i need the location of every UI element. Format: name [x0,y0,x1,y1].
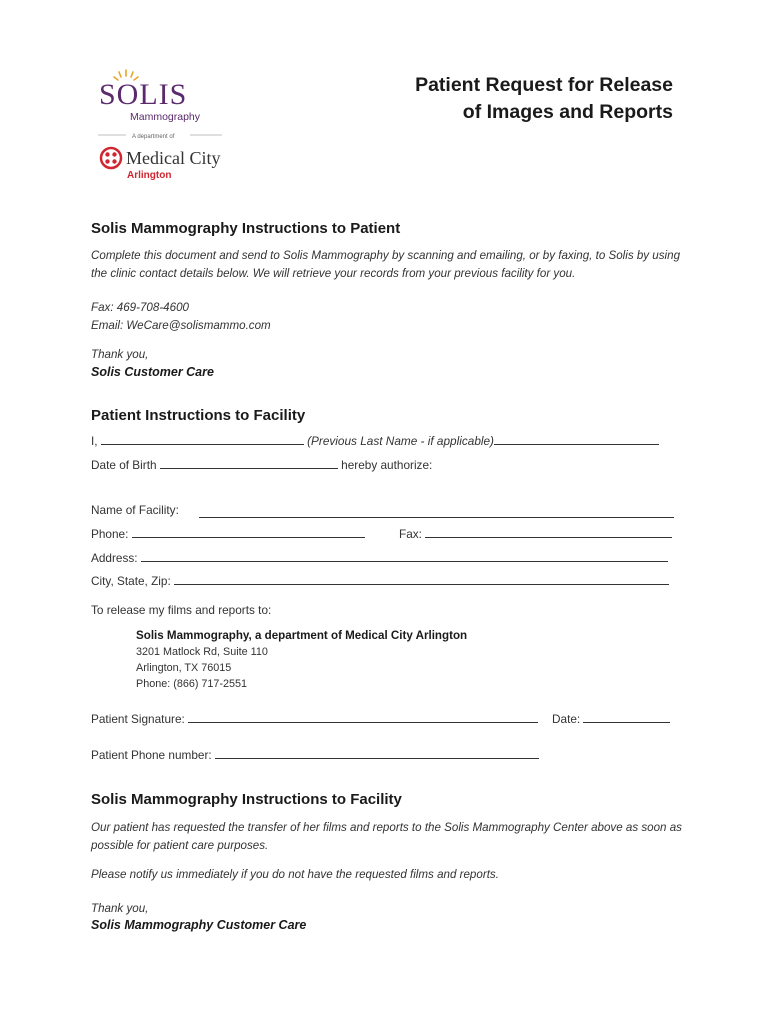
dest-name: Solis Mammography, a department of Medical City Arlington [136,629,468,642]
logo-graphic [92,62,232,182]
hospital-name: Medical City [126,148,221,168]
patient-phone-field[interactable] [215,747,539,759]
section-solis-para-1: Our patient has requested the transfer of her films and reports to the Solis Mammography Center above as soon as possible for patient care purposes. [91,821,682,852]
dest-city: Arlington, TX 76015 [136,662,232,674]
section-patient-heading: Solis Mammography Instructions to Patient [91,220,401,237]
section-solis-para-2: Please notify us immediately if you do not have the requested films and reports. [91,868,499,881]
patient-phone-row: Patient Phone number: [91,747,539,762]
facility-phone-field[interactable] [132,526,365,538]
contact-fax: Fax: 469-708-4600 [91,301,189,314]
name-row: I, (Previous Last Name - if applicable) [91,433,659,448]
dob-row: Date of Birth hereby authorize: [91,458,433,472]
facility-label: Name of Facility: [91,503,179,517]
brand-sub: Mammography [130,111,201,123]
date-row: Date: [552,711,670,726]
title-line-2: of Images and Reports [462,101,673,123]
city-row: City, State, Zip: [91,573,669,588]
current-name-field[interactable] [101,433,304,445]
section-solis-facility-heading: Solis Mammography Instructions to Facility [91,791,402,808]
phone-row: Phone: [91,526,365,541]
dept-of: A department of [132,134,175,140]
signoff-2: Solis Mammography Customer Care [91,918,307,932]
hospital-city: Arlington [127,170,172,181]
previous-name-field[interactable] [494,433,659,445]
destination-address [136,628,467,692]
signature-field[interactable] [188,711,538,723]
signature-row: Patient Signature: [91,711,538,726]
thanks-1: Thank you, [91,348,149,361]
dob-field[interactable] [160,457,338,469]
dest-phone: Phone: (866) 717-2551 [136,678,248,690]
page-title [415,72,673,126]
facility-address-field[interactable] [141,550,668,562]
facility-city-field[interactable] [174,573,669,585]
release-to: To release my films and reports to: [91,603,272,617]
fax-row: Fax: [399,526,672,541]
facility-field[interactable] [199,506,674,518]
section-facility-heading: Patient Instructions to Facility [91,407,306,424]
contact-email: Email: WeCare@solismammo.com [91,319,271,332]
address-row: Address: [91,550,668,565]
title-line-1: Patient Request for Release [415,74,673,96]
signoff-1: Solis Customer Care [91,365,214,379]
date-field[interactable] [583,711,670,723]
facility-fax-field[interactable] [425,526,672,538]
medical-city-icon [101,148,121,168]
logo [92,62,232,182]
thanks-2: Thank you, [91,902,149,915]
dest-street: 3201 Matlock Rd, Suite 110 [136,646,268,658]
brand-main: SOLIS [99,78,188,111]
section-patient-para: Complete this document and send to Solis Mammography by scanning and emailing, or by faxing, to Solis by using the clinic contact details below. We will retrieve your records from your previous facility for you. [91,249,681,280]
